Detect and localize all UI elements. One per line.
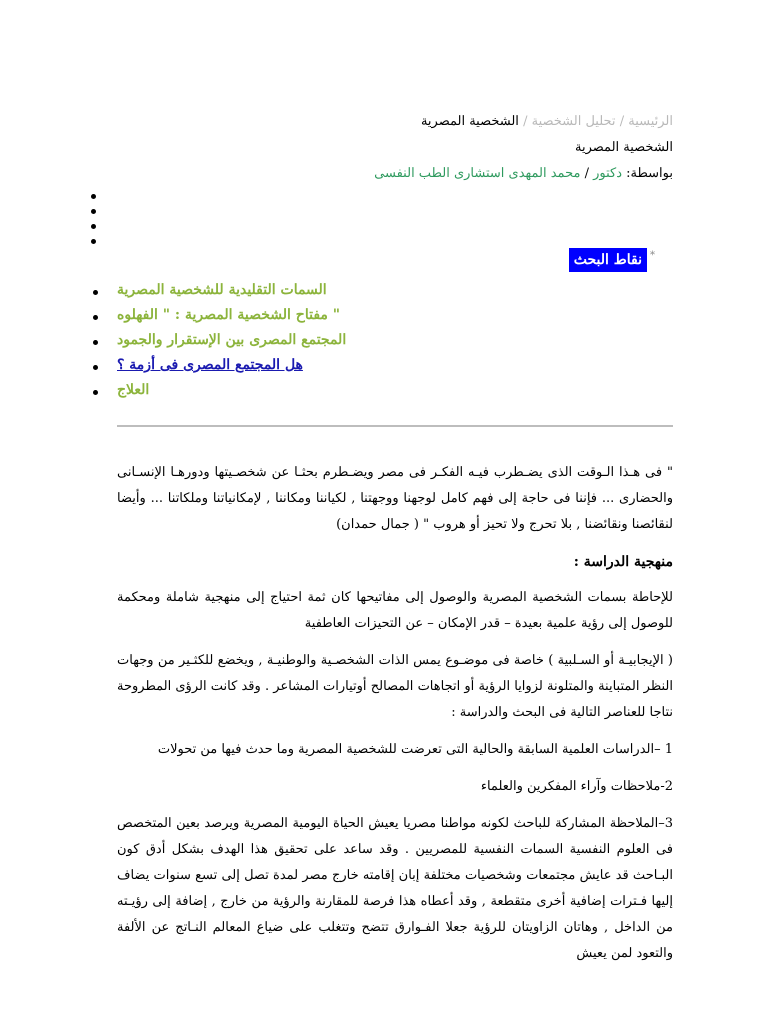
opening-quote: " فى هـذا الـوقت الذى يضـطرب فيـه الفكـر فى مصر ويضـطرم بحثـا عن شخصـيتها ودورهـا الإنسـانى والحضارى ... فإننا فى حاجة إلى فهم كامل لوجهنا ووجهتنا , لكياننا ومكاننا , لإمكانياتنا وملكاتنا ... وأيضا لنقائصنا ونقائضنا , بلا تحرج ولا تحيز أو هروب " ( جمال حمدان) bbox=[117, 465, 673, 532]
list-bullet bbox=[91, 239, 96, 244]
research-points-row bbox=[117, 248, 673, 274]
numbered-item: 1 –الدراسات العلمية السابقة والحالية التى تعرضت للشخصية المصرية وما حدث فيها من تحولات bbox=[157, 742, 673, 757]
empty-list bbox=[91, 188, 111, 254]
asterisk-marker: * bbox=[650, 250, 655, 261]
page-title: الشخصية المصرية bbox=[575, 140, 673, 155]
author-name-link[interactable]: محمد المهدى استشارى الطب النفسى bbox=[374, 166, 581, 181]
list-bullet bbox=[93, 315, 98, 320]
list-item bbox=[117, 307, 673, 332]
research-points-heading: نقاط البحث bbox=[569, 248, 647, 272]
byline bbox=[117, 166, 673, 181]
breadcrumb bbox=[117, 114, 673, 129]
list-item bbox=[117, 357, 673, 382]
list-bullet bbox=[91, 224, 96, 229]
byline-separator: / bbox=[584, 166, 589, 181]
author-title-link[interactable]: دكتور bbox=[593, 166, 622, 181]
table-of-contents bbox=[117, 282, 673, 407]
toc-link-key[interactable]: " مفتاح الشخصية المصرية : " الفهلوه bbox=[117, 307, 341, 323]
breadcrumb-current: الشخصية المصرية bbox=[420, 114, 519, 129]
list-bullet bbox=[93, 365, 98, 370]
breadcrumb-separator: / bbox=[523, 114, 528, 129]
list-bullet bbox=[91, 194, 96, 199]
article-page bbox=[117, 0, 673, 1024]
list-bullet bbox=[91, 209, 96, 214]
article-body bbox=[117, 460, 673, 978]
breadcrumb-parent-link[interactable]: تحليل الشخصية bbox=[531, 114, 616, 129]
list-bullet bbox=[93, 390, 98, 395]
paragraph: للإحاطة بسمات الشخصية المصرية والوصول إلى مفاتيحها كان ثمة احتياج إلى منهجية شاملة ومحكمة للوصول إلى رؤية علمية بعيدة – قدر الإمكان – عن التحيزات العاطفية bbox=[117, 590, 673, 631]
numbered-item: 3–الملاحظة المشاركة للباحث لكونه مواطنا مصريا يعيش الحياة اليومية المصرية ويرصد بعين المتخصص فى العلوم النفسية السمات النفسية للمصريين . وقد ساعد على تحقيق هذا الهدف بشكل أدق كون البـاحث قد عايش مجتمعات وشخصيات مختلفة إبان إقامته خارج مصر لمدة تصل إلى تسع سنوات يضاف إليها فـترات إضافية أخرى متقطعة , وقد أعطاه هذا فرصة للمقارنة والرؤية من خارج , إضافة إلى رؤيـته من الداخل , وهاتان الزاويتان للرؤية جعلا الفـوارق تتضح وتتغلب على ضياع المعالم النـاتج عن الألفة والتعود لمن يعيش bbox=[117, 816, 673, 961]
list-bullet bbox=[93, 290, 98, 295]
toc-link-crisis[interactable]: هل المجتمع المصرى فى أزمة ؟ bbox=[117, 357, 303, 373]
section-heading: منهجية الدراسة : bbox=[573, 554, 673, 570]
toc-link-society[interactable]: المجتمع المصرى بين الإستقرار والجمود bbox=[117, 332, 347, 348]
list-item bbox=[117, 332, 673, 357]
numbered-item: 2-ملاحظات وآراء المفكرين والعلماء bbox=[480, 779, 673, 794]
list-item bbox=[117, 382, 673, 407]
toc-link-traits[interactable]: السمات التقليدية للشخصية المصرية bbox=[117, 282, 327, 298]
paragraph: ( الإيجابيـة أو السـلبية ) خاصة فى موضـوع يمس الذات الشخصـية والوطنيـة , ويخضع للكثـير من وجهات النظر المتباينة والمتلونة لزوايا الرؤية أو اتجاهات المصالح أوتيارات المشاعر . وقد كانت الرؤى المطروحة نتاجا للعناصر التالية فى البحث والدراسة : bbox=[117, 653, 673, 720]
breadcrumb-home-link[interactable]: الرئيسية bbox=[628, 114, 673, 129]
byline-label: بواسطة: bbox=[626, 166, 673, 181]
list-bullet bbox=[93, 340, 98, 345]
breadcrumb-separator: / bbox=[619, 114, 625, 129]
toc-link-treatment[interactable]: العلاج bbox=[117, 382, 150, 398]
list-item bbox=[117, 282, 673, 307]
divider bbox=[117, 425, 673, 427]
